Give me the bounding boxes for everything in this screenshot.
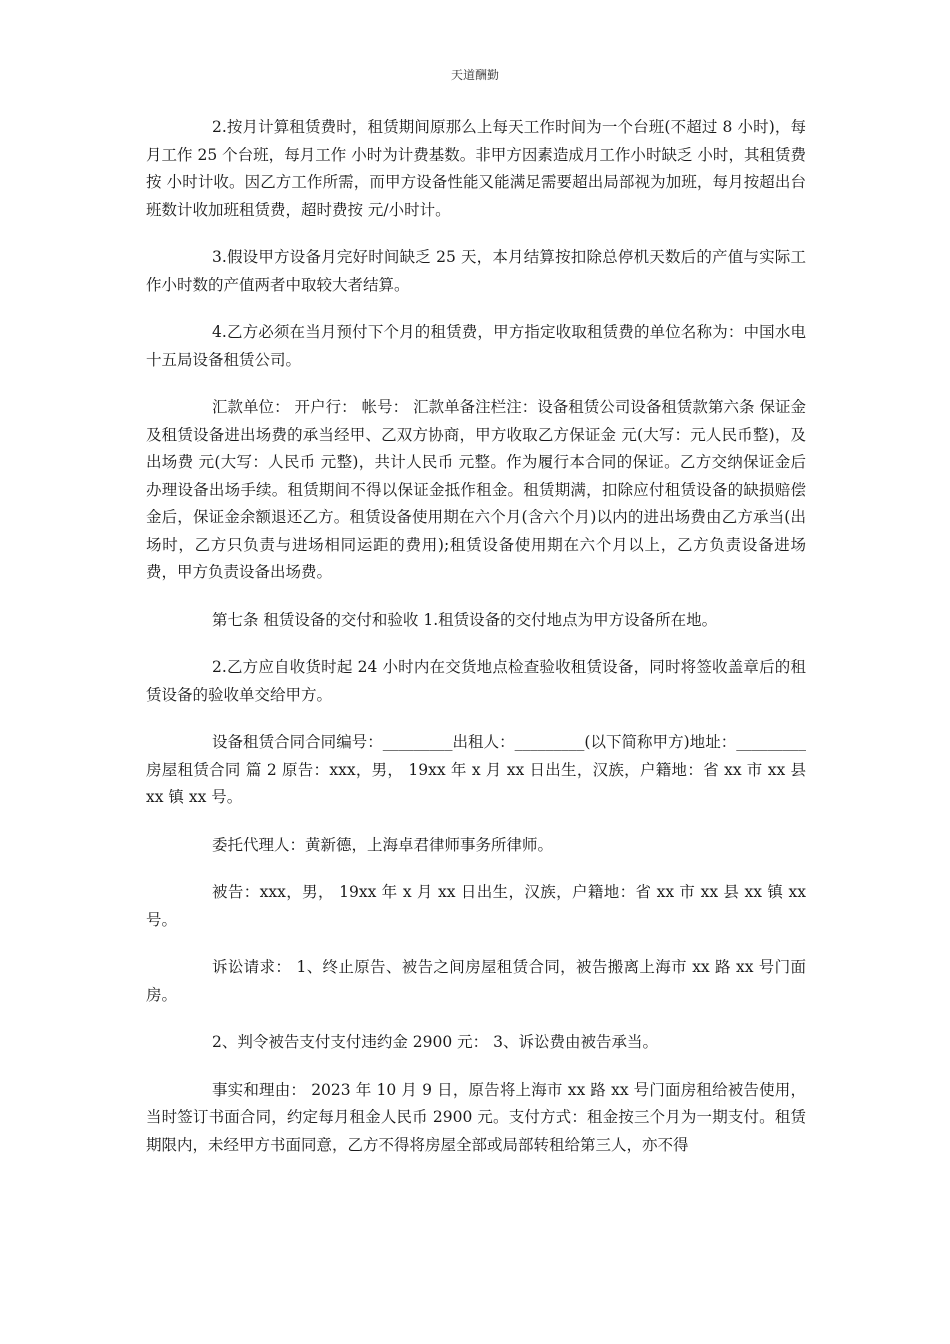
page-header: 天道酬勤 xyxy=(450,68,499,82)
paragraph: 4.乙方必须在当月预付下个月的租赁费，甲方指定收取租赁费的单位名称为：中国水电十五局设备租赁公司。 xyxy=(146,323,806,369)
paragraph: 汇款单位： 开户行： 帐号： 汇款单备注栏注：设备租赁公司设备租赁款第六条 保证金及租赁设备进出场费的承当经甲、乙双方协商，甲方收取乙方保证金 元(大写：元人民币整)，及出场费 元(大写：人民币 元整)，共计人民币 元整。作为履行本合同的保证。乙方交纳保证金后办理设备出场手续。租赁期间不得以保证金抵作租金。租赁期满，扣除应付租赁设备的缺损赔偿金后，保证金余额退还乙方。租赁设备使用期在六个月(含六个月)以内的进出场费由乙方承当(出场时，乙方只负责与进场相同运距的费用);租赁设备使用期在六个月以上，乙方负责设备进场费，甲方负责设备出场费。 xyxy=(146,398,806,581)
paragraph: 3.假设甲方设备月完好时间缺乏 25 天，本月结算按扣除总停机天数后的产值与实际工作小时数的产值两者中取较大者结算。 xyxy=(146,248,806,294)
paragraph: 事实和理由： 2023 年 10 月 9 日，原告将上海市 xx 路 xx 号门面房租给被告使用，当时签订书面合同，约定每月租金人民币 2900 元。支付方式：租金按三个月为一期支付。租赁期限内，未经甲方书面同意，乙方不得将房屋全部或局部转租给第三人，亦不得 xyxy=(146,1080,806,1154)
paragraph: 被告：xxx，男， 19xx 年 x 月 xx 日出生，汉族，户籍地：省 xx 市 xx 县 xx 镇 xx 号。 xyxy=(146,883,806,929)
paragraph: 2、判令被告支付支付违约金 2900 元： 3、诉讼费由被告承当。 xyxy=(212,1033,658,1051)
paragraph: 2.乙方应自收货时起 24 小时内在交货地点检查验收租赁设备，同时将签收盖章后的租赁设备的验收单交给甲方。 xyxy=(146,658,806,704)
paragraph: 第七条 租赁设备的交付和验收 1.租赁设备的交付地点为甲方设备所在地。 xyxy=(212,610,718,629)
document-body xyxy=(146,114,806,1179)
paragraph: 委托代理人：黄新德，上海卓君律师事务所律师。 xyxy=(212,835,554,854)
paragraph: 诉讼请求： 1、终止原告、被告之间房屋租赁合同，被告搬离上海市 xx 路 xx 号门面房。 xyxy=(146,958,806,1004)
paragraph: 2.按月计算租赁费时，租赁期间原那么上每天工作时间为一个台班(不超过 8 小时)，每月工作 25 个台班，每月工作 小时为计费基数。非甲方因素造成月工作小时缺乏 小时，其租赁费按 小时计收。因乙方工作所需，而甲方设备性能又能满足需要超出局部视为加班，每月按超出台班数计收加班租赁费，超时费按 元/小时计。 xyxy=(146,118,806,219)
paragraph: 设备租赁合同合同编号：_________出租人：_________(以下简称甲方)地址：_________ 房屋租赁合同 篇 2 原告：xxx，男， 19xx 年 x 月 xx 日出生，汉族，户籍地：省 xx 市 xx 县 xx 镇 xx 号。 xyxy=(146,733,806,806)
